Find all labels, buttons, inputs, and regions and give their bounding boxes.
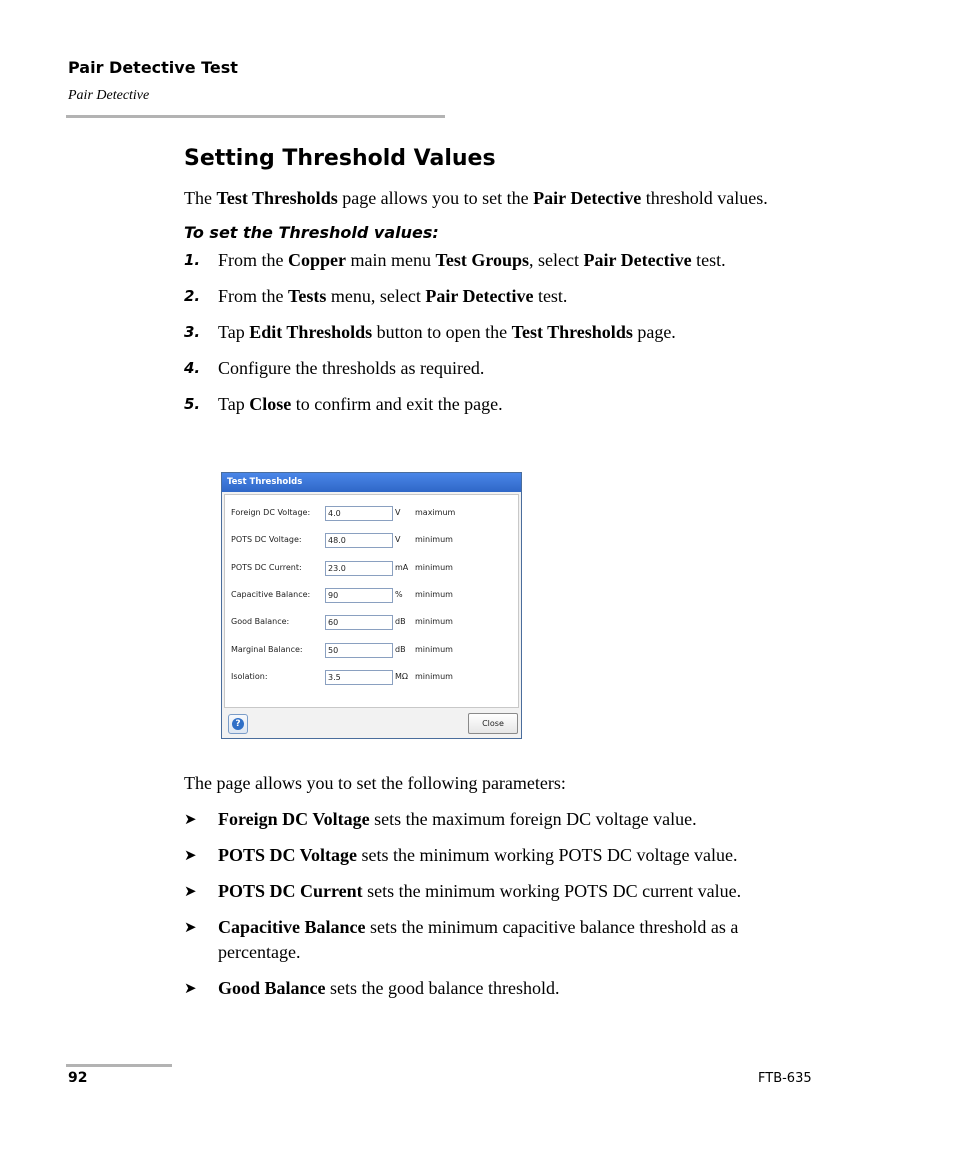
threshold-row-pots-dc-current <box>225 561 518 576</box>
intro-paragraph <box>184 186 824 211</box>
foreign-dc-voltage-field[interactable]: 4.0 <box>325 506 393 521</box>
step-text: page. <box>632 322 676 342</box>
test-thresholds-dialog <box>221 472 522 739</box>
bullet-arrow-icon: ➤ <box>184 810 197 828</box>
section-heading: Setting Threshold Values <box>184 146 496 171</box>
isolation-field[interactable]: 3.5 <box>325 670 393 685</box>
parameter-desc: sets the minimum capacitive balance threshold as a percentage. <box>218 917 739 962</box>
step-number: 5. <box>184 395 201 413</box>
step-item <box>184 320 824 345</box>
threshold-label: Good Balance: <box>231 617 290 626</box>
step-bold: Tests <box>288 286 327 306</box>
threshold-label: POTS DC Voltage: <box>231 535 302 544</box>
threshold-unit: mA <box>395 563 409 572</box>
threshold-mode: minimum <box>415 563 453 572</box>
step-text: test. <box>533 286 568 306</box>
step-text: menu, select <box>326 286 426 306</box>
step-number: 4. <box>184 359 201 377</box>
good-balance-field[interactable]: 60 <box>325 615 393 630</box>
step-bold: Test Groups <box>435 250 530 270</box>
intro-text-1: The <box>184 188 217 208</box>
step-text: From the <box>218 250 288 270</box>
threshold-unit: MΩ <box>395 672 409 681</box>
intro-bold-2: Pair Detective <box>533 188 642 208</box>
threshold-label: Isolation: <box>231 672 268 681</box>
step-bold: Close <box>249 394 292 414</box>
step-text: Tap <box>218 394 250 414</box>
threshold-unit: dB <box>395 645 406 654</box>
bullet-arrow-icon: ➤ <box>184 882 197 900</box>
procedure-title: To set the Threshold values: <box>184 223 439 242</box>
threshold-unit: % <box>395 590 403 599</box>
step-text: From the <box>218 286 288 306</box>
step-text: main menu <box>346 250 436 270</box>
step-number: 1. <box>184 251 201 269</box>
bullet-arrow-icon: ➤ <box>184 979 197 997</box>
step-number: 3. <box>184 323 201 341</box>
page-number: 92 <box>68 1070 88 1086</box>
threshold-row-isolation <box>225 670 518 685</box>
close-button[interactable]: Close <box>468 713 518 734</box>
pots-dc-current-field[interactable]: 23.0 <box>325 561 393 576</box>
running-header-subtitle: Pair Detective <box>68 88 150 103</box>
step-bold: Copper <box>288 250 346 270</box>
step-item <box>184 284 824 309</box>
capacitive-balance-field[interactable]: 90 <box>325 588 393 603</box>
parameters-section <box>184 771 824 1012</box>
step-bold: Edit Thresholds <box>249 322 373 342</box>
help-icon: ? <box>232 718 244 730</box>
threshold-label: Foreign DC Voltage: <box>231 508 311 517</box>
parameter-term: Capacitive Balance <box>218 917 366 937</box>
step-item <box>184 392 824 417</box>
threshold-unit: V <box>395 508 401 517</box>
dialog-title: Test Thresholds <box>222 473 521 492</box>
procedure-steps <box>184 248 824 417</box>
step-text: Configure the thresholds as required. <box>218 358 485 378</box>
threshold-mode: minimum <box>415 617 453 626</box>
parameter-item <box>184 915 824 965</box>
dialog-body <box>224 494 519 708</box>
intro-text-2: page allows you to set the <box>337 188 534 208</box>
threshold-row-foreign-dc-voltage <box>225 506 518 521</box>
parameter-item <box>184 843 824 868</box>
threshold-mode: maximum <box>415 508 456 517</box>
intro-text-3: threshold values. <box>641 188 768 208</box>
threshold-row-good-balance <box>225 615 518 630</box>
parameter-desc: sets the minimum working POTS DC current value. <box>362 881 742 901</box>
threshold-row-capacitive-balance <box>225 588 518 603</box>
pots-dc-voltage-field[interactable]: 48.0 <box>325 533 393 548</box>
step-number: 2. <box>184 287 201 305</box>
threshold-mode: minimum <box>415 535 453 544</box>
step-text: to confirm and exit the page. <box>291 394 503 414</box>
step-text: Tap <box>218 322 250 342</box>
step-bold: Pair Detective <box>583 250 692 270</box>
parameter-desc: sets the maximum foreign DC voltage value. <box>369 809 697 829</box>
parameter-term: POTS DC Voltage <box>218 845 358 865</box>
parameter-desc: sets the good balance threshold. <box>325 978 560 998</box>
step-text: button to open the <box>372 322 512 342</box>
main-content <box>184 146 824 428</box>
threshold-unit: V <box>395 535 401 544</box>
step-bold: Pair Detective <box>425 286 534 306</box>
parameter-term: Foreign DC Voltage <box>218 809 370 829</box>
footer-divider <box>66 1064 172 1067</box>
document-id: FTB-635 <box>758 1071 812 1086</box>
parameter-item <box>184 879 824 904</box>
threshold-row-pots-dc-voltage <box>225 533 518 548</box>
bullet-arrow-icon: ➤ <box>184 918 197 936</box>
threshold-mode: minimum <box>415 672 453 681</box>
parameters-intro: The page allows you to set the following parameters: <box>184 773 566 793</box>
bullet-arrow-icon: ➤ <box>184 846 197 864</box>
step-text: , select <box>529 250 584 270</box>
intro-bold-1: Test Thresholds <box>216 188 338 208</box>
step-bold: Test Thresholds <box>511 322 633 342</box>
threshold-row-marginal-balance <box>225 643 518 658</box>
threshold-mode: minimum <box>415 590 453 599</box>
parameter-term: POTS DC Current <box>218 881 363 901</box>
parameter-desc: sets the minimum working POTS DC voltage value. <box>357 845 738 865</box>
threshold-unit: dB <box>395 617 406 626</box>
step-item <box>184 356 824 381</box>
step-text: test. <box>691 250 726 270</box>
step-item <box>184 248 824 273</box>
threshold-label: Marginal Balance: <box>231 645 303 654</box>
help-button[interactable] <box>228 714 248 734</box>
parameter-item <box>184 807 824 832</box>
parameter-item <box>184 976 824 1001</box>
threshold-label: POTS DC Current: <box>231 563 302 572</box>
parameter-term: Good Balance <box>218 978 326 998</box>
header-divider <box>66 115 445 118</box>
threshold-mode: minimum <box>415 645 453 654</box>
parameters-list <box>184 807 824 1001</box>
marginal-balance-field[interactable]: 50 <box>325 643 393 658</box>
threshold-label: Capacitive Balance: <box>231 590 311 599</box>
running-header-title: Pair Detective Test <box>68 58 238 77</box>
